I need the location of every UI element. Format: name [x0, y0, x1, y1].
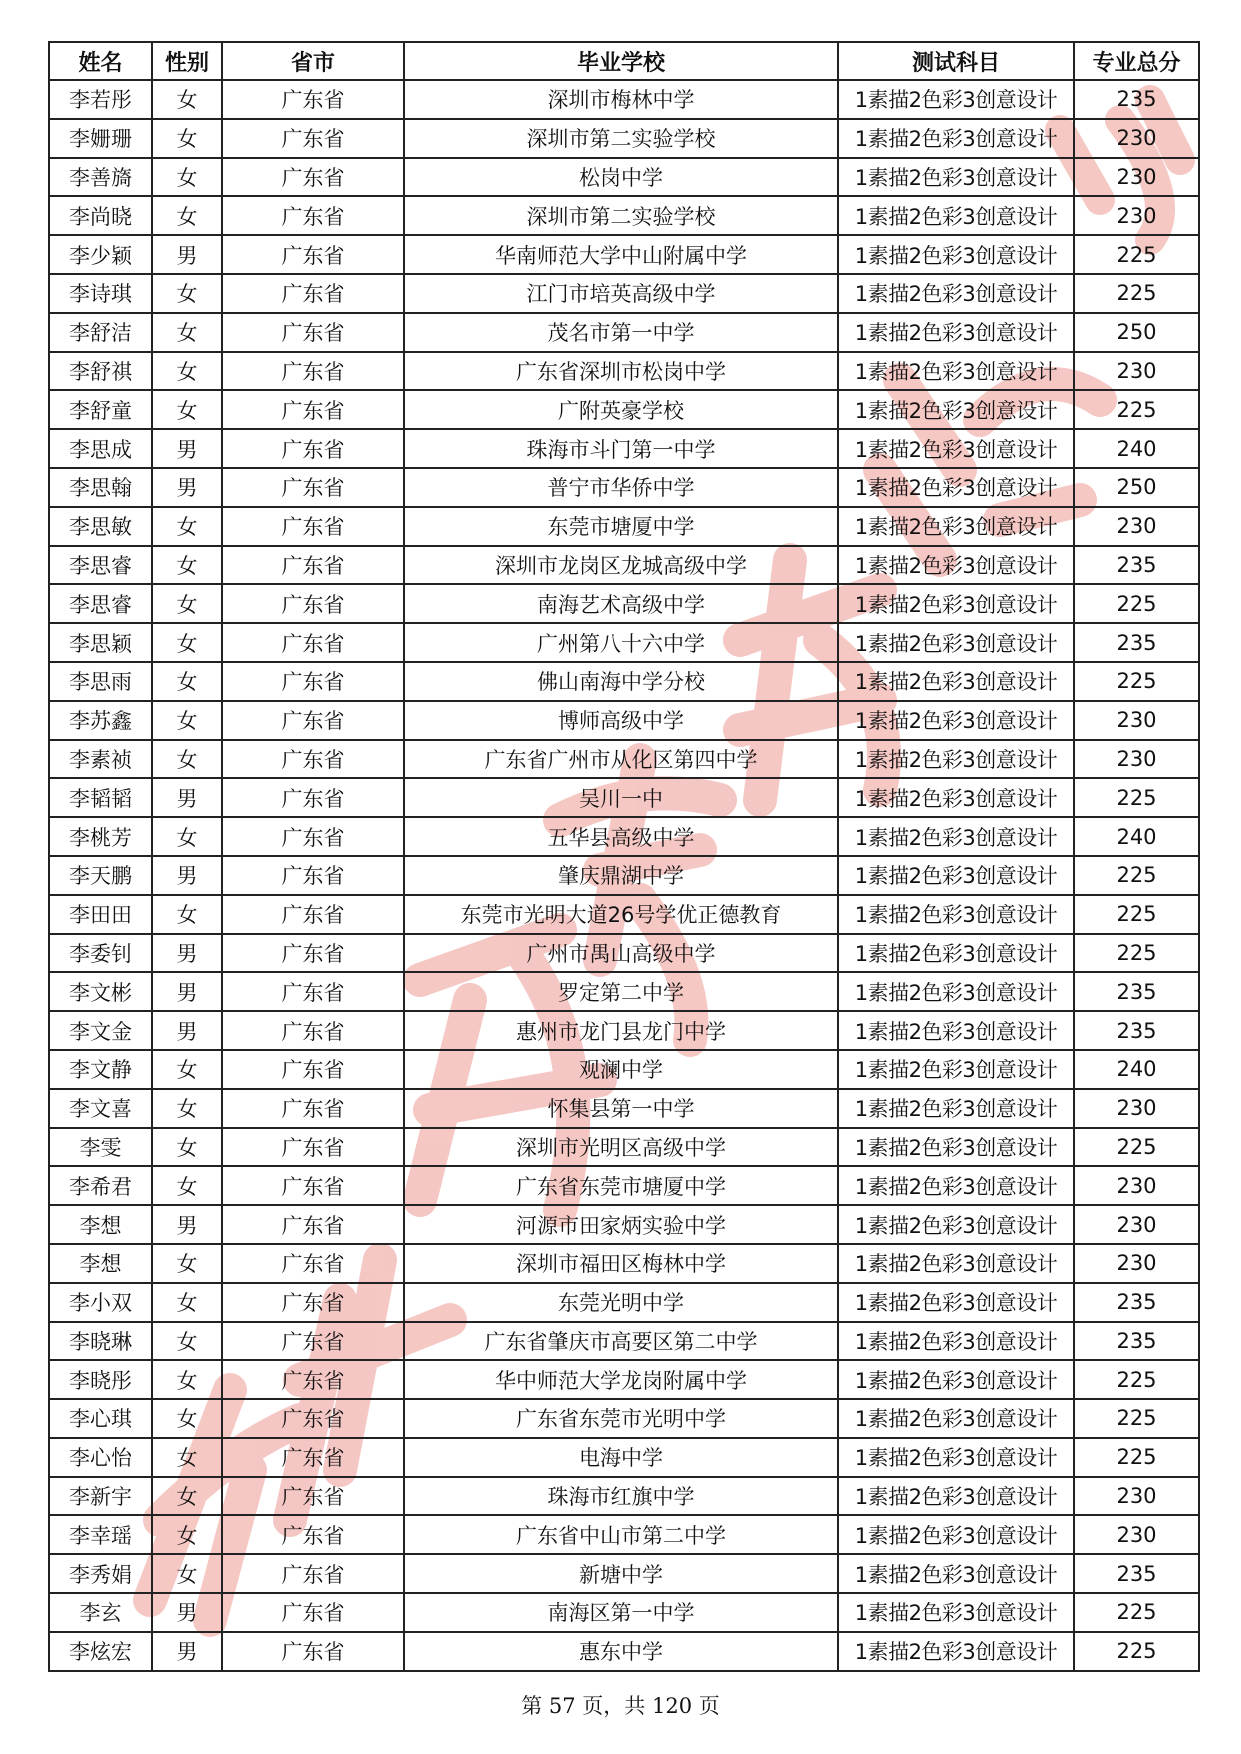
- cell-school: 松岗中学: [404, 158, 838, 197]
- table-row: [49, 1128, 1199, 1167]
- cell-school: 珠海市斗门第一中学: [404, 429, 838, 468]
- table-row: [49, 934, 1199, 973]
- cell-province: 广东省: [222, 623, 404, 662]
- cell-score: 235: [1074, 546, 1199, 585]
- cell-school: 普宁市华侨中学: [404, 468, 838, 507]
- cell-province: 广东省: [222, 390, 404, 429]
- cell-score: 235: [1074, 80, 1199, 119]
- cell-province: 广东省: [222, 1477, 404, 1516]
- cell-gender: 男: [152, 235, 222, 274]
- cell-school: 电海中学: [404, 1438, 838, 1477]
- cell-gender: 女: [152, 507, 222, 546]
- cell-province: 广东省: [222, 1515, 404, 1554]
- cell-subject: 1素描2色彩3创意设计: [838, 313, 1074, 352]
- table-row: [49, 1205, 1199, 1244]
- cell-subject: 1素描2色彩3创意设计: [838, 80, 1074, 119]
- cell-school: 广东省东莞市塘厦中学: [404, 1166, 838, 1205]
- cell-name: 李田田: [49, 895, 152, 934]
- cell-name: 李苏鑫: [49, 701, 152, 740]
- cell-score: 225: [1074, 934, 1199, 973]
- cell-province: 广东省: [222, 778, 404, 817]
- cell-name: 李晓彤: [49, 1360, 152, 1399]
- cell-subject: 1素描2色彩3创意设计: [838, 1593, 1074, 1632]
- cell-school: 深圳市第二实验学校: [404, 196, 838, 235]
- table-row: [49, 429, 1199, 468]
- cell-gender: 女: [152, 1089, 222, 1128]
- cell-province: 广东省: [222, 662, 404, 701]
- cell-gender: 女: [152, 80, 222, 119]
- table-row: [49, 313, 1199, 352]
- cell-score: 235: [1074, 1283, 1199, 1322]
- cell-score: 225: [1074, 1632, 1199, 1671]
- cell-name: 李思成: [49, 429, 152, 468]
- cell-province: 广东省: [222, 817, 404, 856]
- cell-school: 广附英豪学校: [404, 390, 838, 429]
- cell-name: 李思颖: [49, 623, 152, 662]
- cell-score: 225: [1074, 778, 1199, 817]
- cell-province: 广东省: [222, 546, 404, 585]
- cell-province: 广东省: [222, 856, 404, 895]
- cell-subject: 1素描2色彩3创意设计: [838, 662, 1074, 701]
- cell-school: 南海区第一中学: [404, 1593, 838, 1632]
- table-row: [49, 235, 1199, 274]
- cell-school: 华南师范大学中山附属中学: [404, 235, 838, 274]
- cell-subject: 1素描2色彩3创意设计: [838, 1166, 1074, 1205]
- table-row: [49, 623, 1199, 662]
- cell-gender: 女: [152, 584, 222, 623]
- cell-province: 广东省: [222, 1166, 404, 1205]
- cell-province: 广东省: [222, 1128, 404, 1167]
- cell-gender: 女: [152, 546, 222, 585]
- cell-score: 250: [1074, 468, 1199, 507]
- cell-name: 李思雨: [49, 662, 152, 701]
- cell-subject: 1素描2色彩3创意设计: [838, 740, 1074, 779]
- cell-subject: 1素描2色彩3创意设计: [838, 623, 1074, 662]
- cell-score: 230: [1074, 1477, 1199, 1516]
- cell-score: 230: [1074, 701, 1199, 740]
- cell-score: 225: [1074, 1593, 1199, 1632]
- results-table: [48, 41, 1200, 1672]
- cell-gender: 男: [152, 972, 222, 1011]
- cell-name: 李舒祺: [49, 352, 152, 391]
- cell-name: 李玄: [49, 1593, 152, 1632]
- cell-province: 广东省: [222, 1205, 404, 1244]
- cell-gender: 男: [152, 1632, 222, 1671]
- cell-name: 李思敏: [49, 507, 152, 546]
- cell-subject: 1素描2色彩3创意设计: [838, 1089, 1074, 1128]
- cell-gender: 女: [152, 1128, 222, 1167]
- cell-province: 广东省: [222, 468, 404, 507]
- cell-name: 李诗琪: [49, 274, 152, 313]
- header-score: 专业总分: [1074, 42, 1199, 80]
- cell-score: 235: [1074, 972, 1199, 1011]
- cell-gender: 女: [152, 1050, 222, 1089]
- cell-province: 广东省: [222, 196, 404, 235]
- cell-subject: 1素描2色彩3创意设计: [838, 1128, 1074, 1167]
- cell-score: 230: [1074, 1515, 1199, 1554]
- cell-province: 广东省: [222, 895, 404, 934]
- cell-school: 观澜中学: [404, 1050, 838, 1089]
- cell-name: 李秀娟: [49, 1554, 152, 1593]
- cell-subject: 1素描2色彩3创意设计: [838, 1283, 1074, 1322]
- cell-subject: 1素描2色彩3创意设计: [838, 895, 1074, 934]
- cell-subject: 1素描2色彩3创意设计: [838, 817, 1074, 856]
- cell-gender: 女: [152, 390, 222, 429]
- cell-school: 广州第八十六中学: [404, 623, 838, 662]
- cell-gender: 男: [152, 468, 222, 507]
- cell-school: 怀集县第一中学: [404, 1089, 838, 1128]
- table-row: [49, 274, 1199, 313]
- cell-school: 东莞光明中学: [404, 1283, 838, 1322]
- cell-subject: 1素描2色彩3创意设计: [838, 158, 1074, 197]
- cell-province: 广东省: [222, 1399, 404, 1438]
- cell-name: 李心琪: [49, 1399, 152, 1438]
- cell-gender: 女: [152, 1244, 222, 1283]
- cell-name: 李文喜: [49, 1089, 152, 1128]
- cell-name: 李舒童: [49, 390, 152, 429]
- cell-subject: 1素描2色彩3创意设计: [838, 119, 1074, 158]
- cell-gender: 女: [152, 1438, 222, 1477]
- cell-gender: 男: [152, 778, 222, 817]
- cell-gender: 女: [152, 1166, 222, 1205]
- table-row: [49, 972, 1199, 1011]
- cell-school: 珠海市红旗中学: [404, 1477, 838, 1516]
- cell-score: 225: [1074, 662, 1199, 701]
- cell-province: 广东省: [222, 701, 404, 740]
- cell-province: 广东省: [222, 158, 404, 197]
- cell-name: 李幸瑶: [49, 1515, 152, 1554]
- header-school: 毕业学校: [404, 42, 838, 80]
- cell-score: 230: [1074, 1166, 1199, 1205]
- cell-subject: 1素描2色彩3创意设计: [838, 196, 1074, 235]
- cell-subject: 1素描2色彩3创意设计: [838, 584, 1074, 623]
- cell-subject: 1素描2色彩3创意设计: [838, 856, 1074, 895]
- cell-score: 240: [1074, 1050, 1199, 1089]
- cell-gender: 男: [152, 1011, 222, 1050]
- cell-gender: 女: [152, 701, 222, 740]
- cell-score: 230: [1074, 1089, 1199, 1128]
- cell-name: 李文金: [49, 1011, 152, 1050]
- cell-subject: 1素描2色彩3创意设计: [838, 274, 1074, 313]
- cell-gender: 男: [152, 1205, 222, 1244]
- cell-province: 广东省: [222, 1011, 404, 1050]
- cell-name: 李思睿: [49, 584, 152, 623]
- cell-province: 广东省: [222, 507, 404, 546]
- cell-subject: 1素描2色彩3创意设计: [838, 1360, 1074, 1399]
- cell-name: 李希君: [49, 1166, 152, 1205]
- cell-province: 广东省: [222, 313, 404, 352]
- table-row: [49, 1438, 1199, 1477]
- cell-province: 广东省: [222, 1089, 404, 1128]
- cell-name: 李雯: [49, 1128, 152, 1167]
- cell-gender: 女: [152, 1554, 222, 1593]
- cell-name: 李文静: [49, 1050, 152, 1089]
- cell-score: 225: [1074, 235, 1199, 274]
- cell-school: 广东省中山市第二中学: [404, 1515, 838, 1554]
- cell-subject: 1素描2色彩3创意设计: [838, 546, 1074, 585]
- cell-gender: 女: [152, 352, 222, 391]
- cell-school: 深圳市福田区梅林中学: [404, 1244, 838, 1283]
- cell-province: 广东省: [222, 1283, 404, 1322]
- cell-name: 李善旖: [49, 158, 152, 197]
- cell-school: 罗定第二中学: [404, 972, 838, 1011]
- cell-province: 广东省: [222, 934, 404, 973]
- cell-gender: 女: [152, 158, 222, 197]
- table-row: [49, 1011, 1199, 1050]
- cell-gender: 女: [152, 740, 222, 779]
- cell-school: 华中师范大学龙岗附属中学: [404, 1360, 838, 1399]
- cell-school: 深圳市龙岗区龙城高级中学: [404, 546, 838, 585]
- cell-school: 肇庆鼎湖中学: [404, 856, 838, 895]
- cell-province: 广东省: [222, 429, 404, 468]
- cell-score: 250: [1074, 313, 1199, 352]
- cell-subject: 1素描2色彩3创意设计: [838, 1399, 1074, 1438]
- cell-subject: 1素描2色彩3创意设计: [838, 1050, 1074, 1089]
- cell-score: 225: [1074, 895, 1199, 934]
- cell-score: 235: [1074, 623, 1199, 662]
- cell-school: 佛山南海中学分校: [404, 662, 838, 701]
- cell-name: 李晓琳: [49, 1322, 152, 1361]
- cell-gender: 女: [152, 817, 222, 856]
- cell-name: 李新宇: [49, 1477, 152, 1516]
- table-row: [49, 778, 1199, 817]
- cell-school: 茂名市第一中学: [404, 313, 838, 352]
- cell-gender: 男: [152, 1593, 222, 1632]
- cell-school: 深圳市光明区高级中学: [404, 1128, 838, 1167]
- cell-name: 李舒洁: [49, 313, 152, 352]
- cell-subject: 1素描2色彩3创意设计: [838, 778, 1074, 817]
- cell-province: 广东省: [222, 584, 404, 623]
- table-row: [49, 1166, 1199, 1205]
- cell-province: 广东省: [222, 274, 404, 313]
- cell-score: 240: [1074, 817, 1199, 856]
- cell-name: 李姗珊: [49, 119, 152, 158]
- table-row: [49, 546, 1199, 585]
- cell-score: 230: [1074, 196, 1199, 235]
- cell-score: 225: [1074, 390, 1199, 429]
- table-row: [49, 817, 1199, 856]
- cell-score: 235: [1074, 1554, 1199, 1593]
- cell-province: 广东省: [222, 1554, 404, 1593]
- table-row: [49, 1515, 1199, 1554]
- table-row: [49, 1322, 1199, 1361]
- cell-subject: 1素描2色彩3创意设计: [838, 934, 1074, 973]
- cell-province: 广东省: [222, 1050, 404, 1089]
- cell-subject: 1素描2色彩3创意设计: [838, 1515, 1074, 1554]
- table-row: [49, 1244, 1199, 1283]
- cell-subject: 1素描2色彩3创意设计: [838, 468, 1074, 507]
- cell-province: 广东省: [222, 1244, 404, 1283]
- table-row: [49, 1089, 1199, 1128]
- cell-gender: 女: [152, 662, 222, 701]
- header-province: 省市: [222, 42, 404, 80]
- cell-name: 李素祯: [49, 740, 152, 779]
- table-row: [49, 1632, 1199, 1671]
- cell-score: 225: [1074, 1360, 1199, 1399]
- cell-score: 240: [1074, 429, 1199, 468]
- table-row: [49, 390, 1199, 429]
- cell-name: 李心怡: [49, 1438, 152, 1477]
- header-subject: 测试科目: [838, 42, 1074, 80]
- cell-score: 230: [1074, 158, 1199, 197]
- cell-subject: 1素描2色彩3创意设计: [838, 1011, 1074, 1050]
- cell-gender: 女: [152, 1283, 222, 1322]
- cell-subject: 1素描2色彩3创意设计: [838, 972, 1074, 1011]
- cell-province: 广东省: [222, 972, 404, 1011]
- cell-subject: 1素描2色彩3创意设计: [838, 701, 1074, 740]
- page-footer: 第 57 页，共 120 页: [521, 1694, 720, 1718]
- cell-name: 李少颖: [49, 235, 152, 274]
- cell-subject: 1素描2色彩3创意设计: [838, 507, 1074, 546]
- cell-school: 吴川一中: [404, 778, 838, 817]
- cell-gender: 女: [152, 1399, 222, 1438]
- cell-province: 广东省: [222, 119, 404, 158]
- cell-school: 南海艺术高级中学: [404, 584, 838, 623]
- cell-school: 河源市田家炳实验中学: [404, 1205, 838, 1244]
- cell-score: 225: [1074, 1438, 1199, 1477]
- cell-score: 230: [1074, 1244, 1199, 1283]
- cell-gender: 女: [152, 1477, 222, 1516]
- cell-name: 李想: [49, 1205, 152, 1244]
- cell-score: 230: [1074, 1205, 1199, 1244]
- cell-name: 李若彤: [49, 80, 152, 119]
- table-row: [49, 119, 1199, 158]
- table-row: [49, 701, 1199, 740]
- cell-school: 广东省东莞市光明中学: [404, 1399, 838, 1438]
- cell-subject: 1素描2色彩3创意设计: [838, 235, 1074, 274]
- cell-score: 225: [1074, 274, 1199, 313]
- cell-province: 广东省: [222, 1593, 404, 1632]
- cell-school: 新塘中学: [404, 1554, 838, 1593]
- cell-gender: 女: [152, 1322, 222, 1361]
- cell-province: 广东省: [222, 235, 404, 274]
- cell-score: 225: [1074, 584, 1199, 623]
- header-name: 姓名: [49, 42, 152, 80]
- cell-province: 广东省: [222, 80, 404, 119]
- cell-school: 深圳市梅林中学: [404, 80, 838, 119]
- cell-school: 广东省肇庆市高要区第二中学: [404, 1322, 838, 1361]
- table-row: [49, 1360, 1199, 1399]
- cell-school: 江门市培英高级中学: [404, 274, 838, 313]
- table-row: [49, 662, 1199, 701]
- cell-score: 225: [1074, 1128, 1199, 1167]
- table-row: [49, 1283, 1199, 1322]
- cell-score: 230: [1074, 740, 1199, 779]
- cell-score: 230: [1074, 507, 1199, 546]
- cell-school: 广东省广州市从化区第四中学: [404, 740, 838, 779]
- cell-subject: 1素描2色彩3创意设计: [838, 1477, 1074, 1516]
- table-row: [49, 740, 1199, 779]
- table-row: [49, 1554, 1199, 1593]
- cell-school: 东莞市塘厦中学: [404, 507, 838, 546]
- cell-score: 225: [1074, 1399, 1199, 1438]
- cell-province: 广东省: [222, 740, 404, 779]
- cell-name: 李天鹏: [49, 856, 152, 895]
- table-row: [49, 196, 1199, 235]
- cell-gender: 男: [152, 429, 222, 468]
- cell-gender: 女: [152, 895, 222, 934]
- cell-subject: 1素描2色彩3创意设计: [838, 429, 1074, 468]
- cell-name: 李思翰: [49, 468, 152, 507]
- cell-school: 深圳市第二实验学校: [404, 119, 838, 158]
- cell-school: 东莞市光明大道26号学优正德教育: [404, 895, 838, 934]
- cell-school: 博师高级中学: [404, 701, 838, 740]
- cell-gender: 女: [152, 196, 222, 235]
- cell-gender: 女: [152, 623, 222, 662]
- cell-score: 225: [1074, 856, 1199, 895]
- cell-subject: 1素描2色彩3创意设计: [838, 352, 1074, 391]
- table-row: [49, 468, 1199, 507]
- table-header-row: [49, 42, 1199, 80]
- cell-school: 广东省深圳市松岗中学: [404, 352, 838, 391]
- cell-subject: 1素描2色彩3创意设计: [838, 1205, 1074, 1244]
- table-row: [49, 80, 1199, 119]
- cell-score: 235: [1074, 1011, 1199, 1050]
- table-row: [49, 895, 1199, 934]
- cell-name: 李韬韬: [49, 778, 152, 817]
- cell-gender: 女: [152, 313, 222, 352]
- cell-subject: 1素描2色彩3创意设计: [838, 1438, 1074, 1477]
- cell-province: 广东省: [222, 1360, 404, 1399]
- cell-score: 230: [1074, 352, 1199, 391]
- table-row: [49, 158, 1199, 197]
- table-row: [49, 507, 1199, 546]
- cell-gender: 女: [152, 1515, 222, 1554]
- header-gender: 性别: [152, 42, 222, 80]
- table-body: [49, 80, 1199, 1671]
- cell-gender: 男: [152, 934, 222, 973]
- cell-name: 李炫宏: [49, 1632, 152, 1671]
- table-row: [49, 856, 1199, 895]
- cell-subject: 1素描2色彩3创意设计: [838, 390, 1074, 429]
- cell-score: 230: [1074, 119, 1199, 158]
- cell-score: 235: [1074, 1322, 1199, 1361]
- cell-subject: 1素描2色彩3创意设计: [838, 1244, 1074, 1283]
- cell-school: 五华县高级中学: [404, 817, 838, 856]
- cell-gender: 女: [152, 119, 222, 158]
- table-row: [49, 352, 1199, 391]
- cell-province: 广东省: [222, 1322, 404, 1361]
- table-row: [49, 584, 1199, 623]
- cell-name: 李桃芳: [49, 817, 152, 856]
- cell-province: 广东省: [222, 1438, 404, 1477]
- table-row: [49, 1399, 1199, 1438]
- cell-name: 李委钊: [49, 934, 152, 973]
- cell-name: 李想: [49, 1244, 152, 1283]
- cell-school: 惠州市龙门县龙门中学: [404, 1011, 838, 1050]
- cell-gender: 男: [152, 856, 222, 895]
- cell-name: 李尚晓: [49, 196, 152, 235]
- table-row: [49, 1477, 1199, 1516]
- table-row: [49, 1593, 1199, 1632]
- cell-subject: 1素描2色彩3创意设计: [838, 1554, 1074, 1593]
- cell-province: 广东省: [222, 1632, 404, 1671]
- cell-school: 广州市禺山高级中学: [404, 934, 838, 973]
- cell-subject: 1素描2色彩3创意设计: [838, 1632, 1074, 1671]
- cell-province: 广东省: [222, 352, 404, 391]
- cell-school: 惠东中学: [404, 1632, 838, 1671]
- cell-subject: 1素描2色彩3创意设计: [838, 1322, 1074, 1361]
- cell-gender: 女: [152, 1360, 222, 1399]
- cell-gender: 女: [152, 274, 222, 313]
- cell-name: 李小双: [49, 1283, 152, 1322]
- cell-name: 李文彬: [49, 972, 152, 1011]
- cell-name: 李思睿: [49, 546, 152, 585]
- table-row: [49, 1050, 1199, 1089]
